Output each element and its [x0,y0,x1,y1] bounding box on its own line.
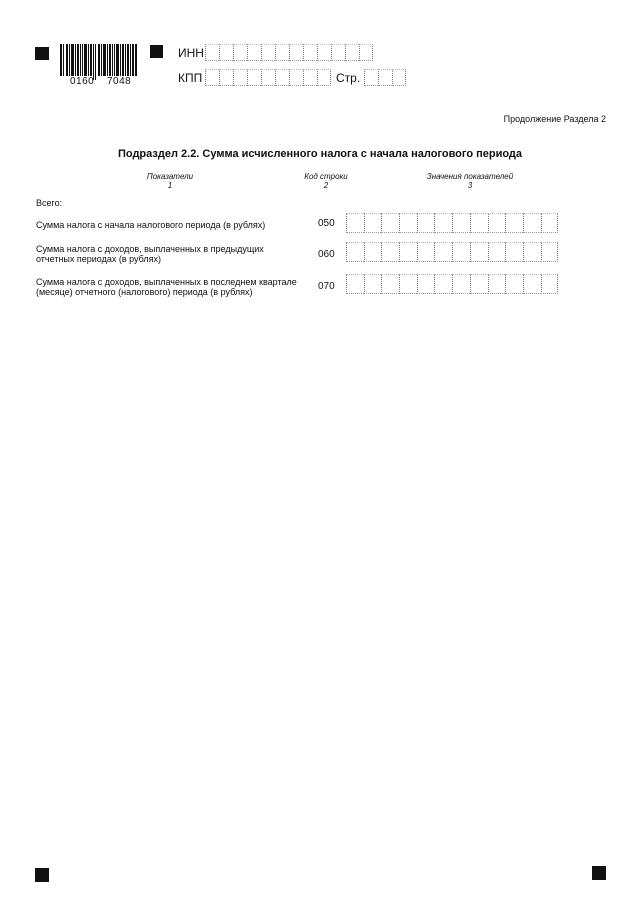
row-code-060: 060 [318,249,335,260]
column-header-values: Значения показателей [426,172,514,181]
column-number-code: 2 [323,181,329,190]
page-label: Стр. [336,71,361,85]
registration-marker-bottom-left [35,868,49,882]
barcode [60,44,138,80]
row-code-050: 050 [318,218,335,229]
row-code-070: 070 [318,281,335,292]
column-header-indicators: Показатели [146,172,194,181]
barcode-number-right: 7048 [107,76,132,87]
row-label-060: Сумма налога с доходов, выплаченных в предыдущих отчетных периодах (в рублях) [36,244,264,264]
row-value-cells-060[interactable] [346,242,558,262]
inn-label: ИНН [178,46,204,60]
registration-marker-top-left [35,47,49,60]
row-label-050: Сумма налога с начала налогового периода (в рублях) [36,220,266,230]
registration-marker-bottom-right [592,866,606,880]
kpp-label: КПП [178,71,203,85]
column-header-code: Код строки [304,172,348,181]
page-number-cells[interactable] [364,69,406,86]
continuation-note: Продолжение Раздела 2 [503,114,606,124]
row-value-cells-050[interactable] [346,213,558,233]
total-label: Всего: [36,198,63,208]
registration-marker-top-mid [150,45,163,58]
kpp-cells[interactable] [205,69,331,86]
row-value-cells-070[interactable] [346,274,558,294]
column-number-values: 3 [467,181,473,190]
row-label-070: Сумма налога с доходов, выплаченных в последнем квартале (месяце) отчетного (налогового) периода (в рублях) [36,277,297,297]
column-number-indicators: 1 [167,181,173,190]
barcode-number-left: 0160 [70,76,95,87]
subsection-title: Подраздел 2.2. Сумма исчисленного налога с начала налогового периода [117,148,523,160]
inn-cells[interactable] [205,44,373,61]
